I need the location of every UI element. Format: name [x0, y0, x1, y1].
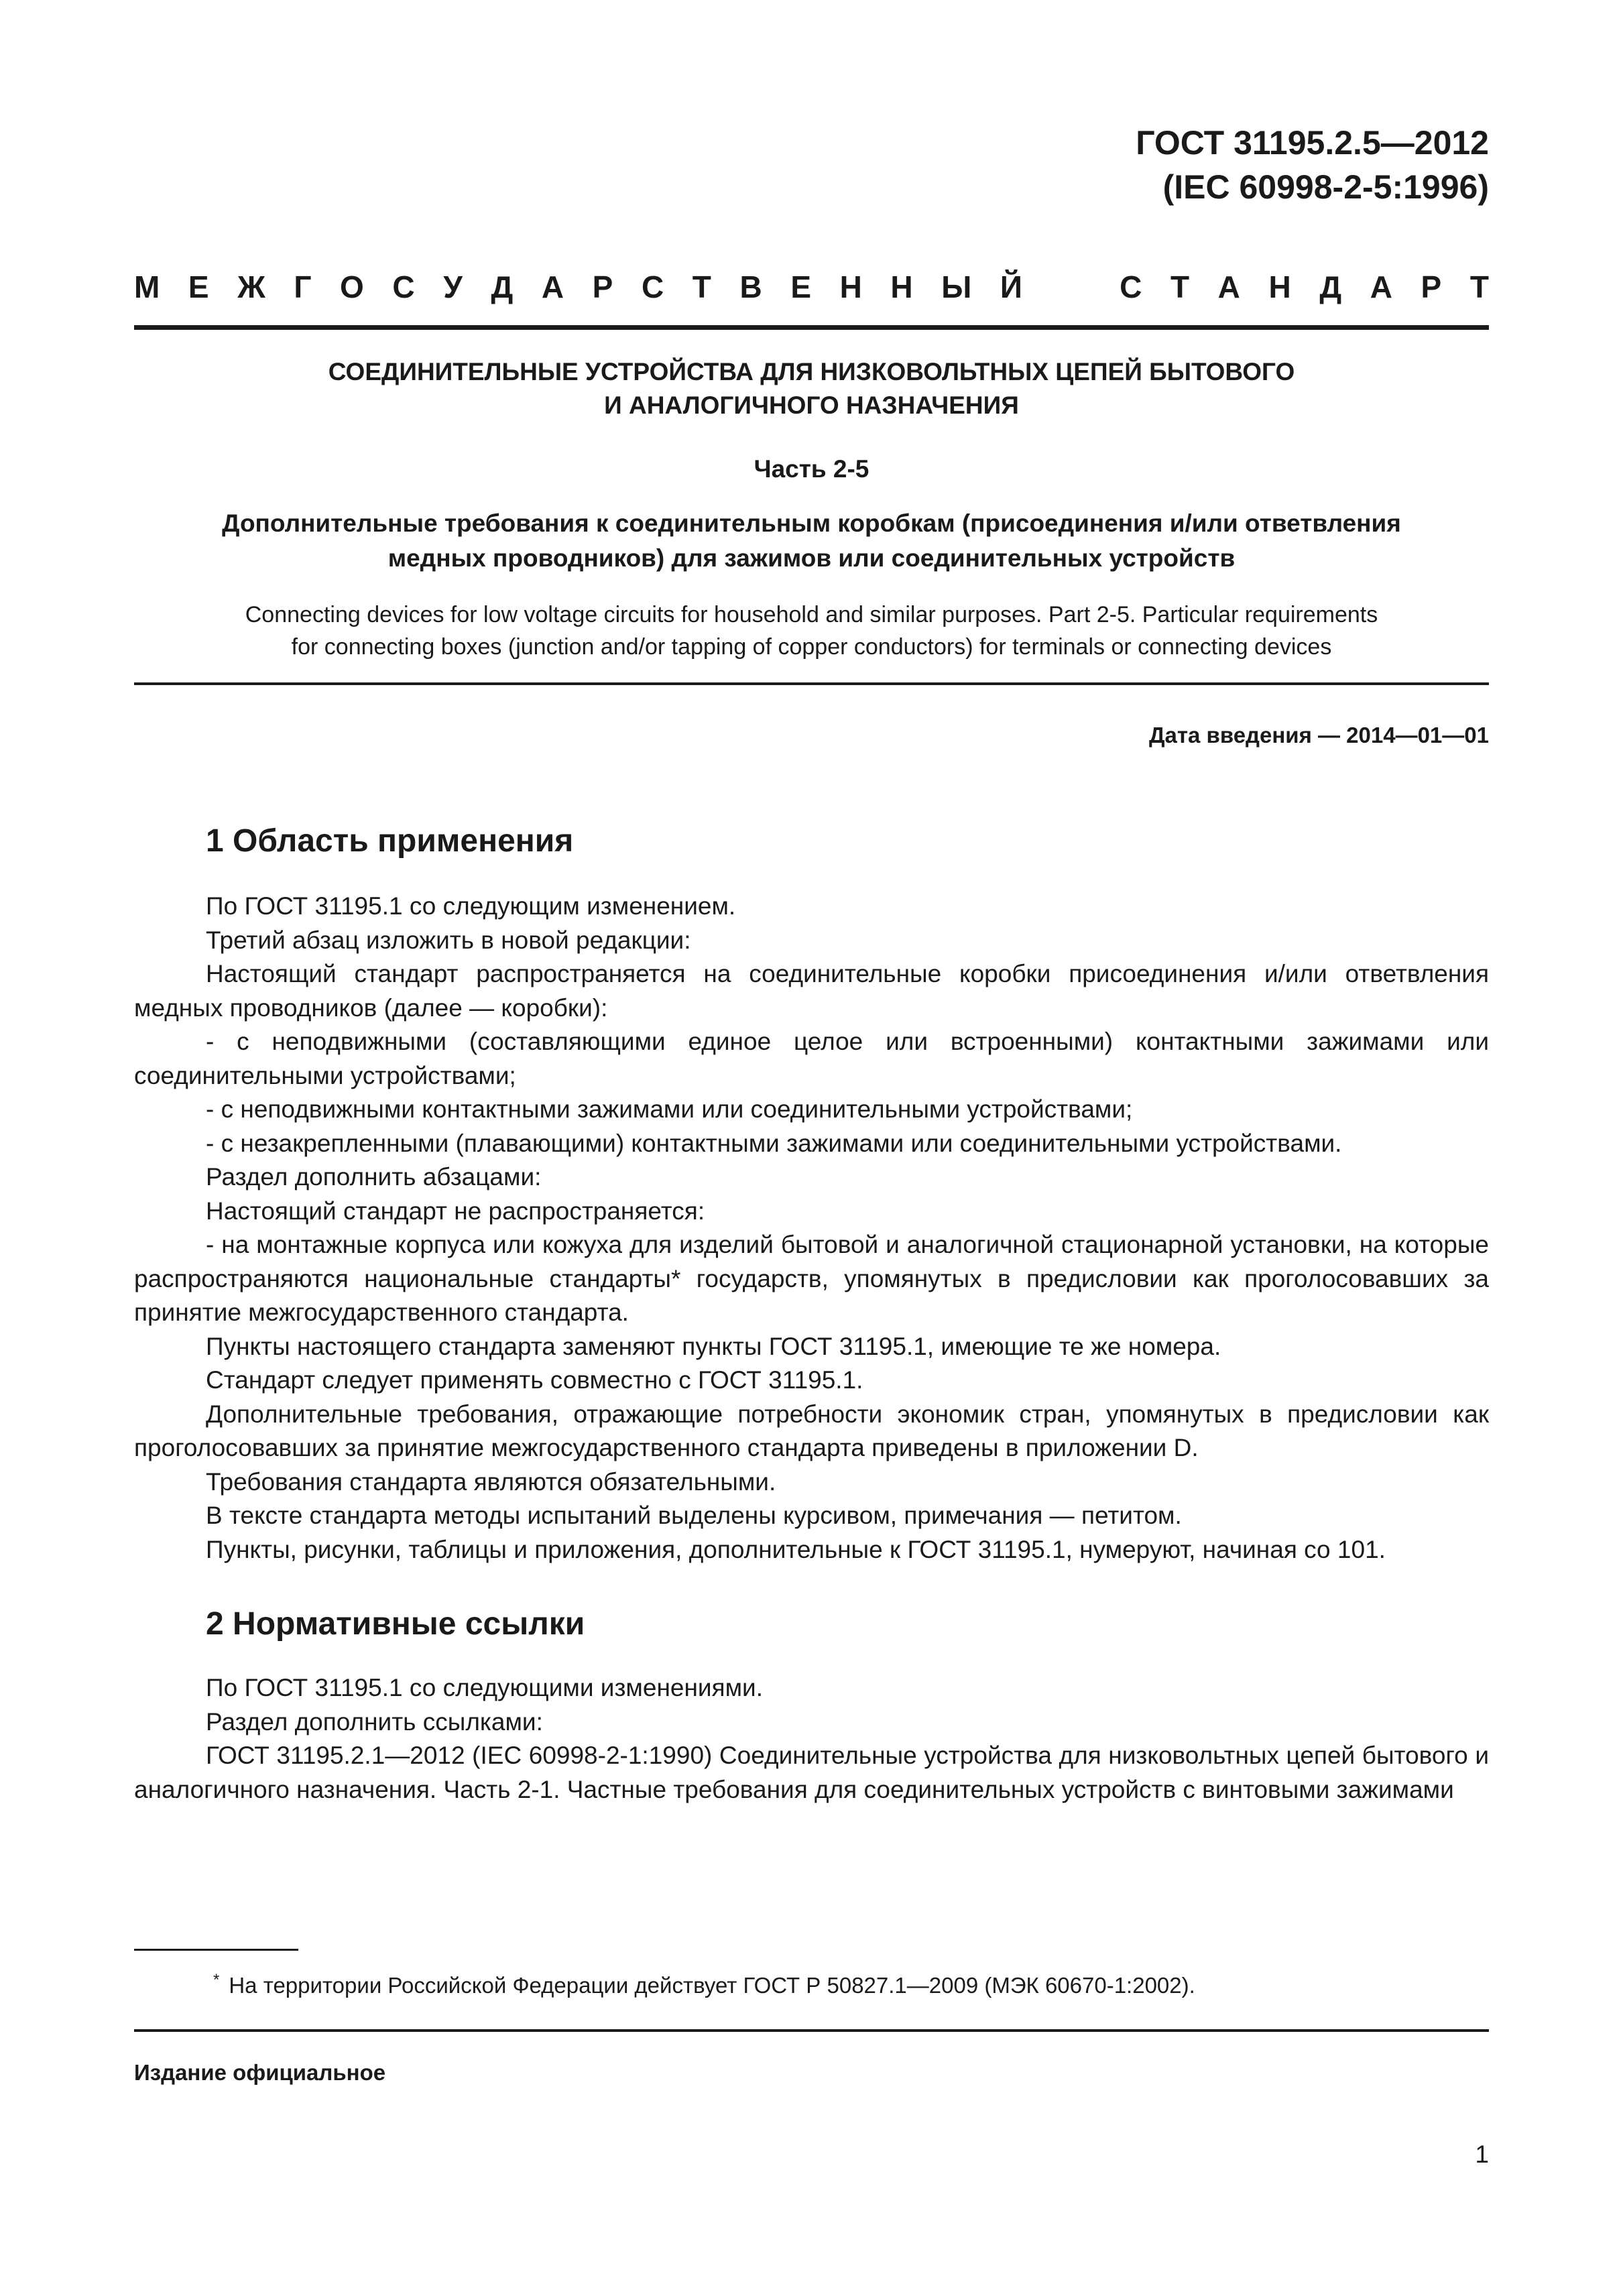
standard-type-letter: Н	[890, 269, 913, 304]
standard-type-letter: Т	[1469, 269, 1489, 304]
english-title-line: for connecting boxes (junction and/or tapping of copper conductors) for terminals or connecting devices	[291, 634, 1332, 660]
english-title	[134, 599, 1489, 663]
paragraph: Третий абзац изложить в новой редакции:	[206, 926, 691, 954]
document-title	[134, 355, 1489, 422]
english-title-line: Connecting devices for low voltage circuits for household and similar purposes. Part 2-5. Particular requirements	[245, 602, 1378, 627]
word-gap	[1051, 267, 1091, 307]
standard-type-letter: Д	[491, 269, 514, 304]
standard-type-letter: Т	[1170, 269, 1190, 304]
document-part	[134, 452, 1489, 486]
standard-type-letter: А	[1217, 269, 1240, 304]
standard-type-letter: Ы	[941, 269, 972, 304]
paragraph: Дополнительные требования, отражающие потребности экономик стран, упомянутых в предисловии как проголосовавших за принятие межгосударственного стандарта приведены в приложении D.	[134, 1400, 1489, 1461]
standard-type-letter: Е	[188, 269, 209, 304]
standard-type-letter: Т	[692, 269, 711, 304]
paragraph: Настоящий стандарт не распространяется:	[206, 1197, 705, 1225]
section-body-references	[134, 1671, 1489, 1807]
standard-type-letter: В	[739, 269, 762, 304]
subtitle-line: медных проводников) для зажимов или соединительных устройств	[387, 544, 1236, 572]
standard-type-letter: Е	[790, 269, 811, 304]
standard-type-letter: С	[1120, 269, 1142, 304]
standard-type-letter: Ж	[237, 269, 265, 304]
paragraph: Стандарт следует применять совместно с ГОСТ 31195.1.	[206, 1366, 863, 1394]
standard-type-letter: Н	[839, 269, 862, 304]
document-subtitle	[134, 506, 1489, 576]
paragraph: По ГОСТ 31195.1 со следующими изменениями.	[206, 1674, 763, 1701]
paragraph: Пункты настоящего стандарта заменяют пункты ГОСТ 31195.1, имеющие те же номера.	[206, 1332, 1221, 1360]
edition-label: Издание официальное	[134, 2060, 386, 2085]
document-number-gost: ГОСТ 31195.2.5—2012	[1136, 124, 1489, 162]
section-heading-scope: 1 Область применения	[206, 823, 574, 859]
standard-type-letter: О	[340, 269, 364, 304]
paragraph: По ГОСТ 31195.1 со следующим изменением.	[206, 892, 736, 920]
paragraph: - на монтажные корпуса или кожуха для изделий бытовой и аналогичной стационарной установки, на которые распространяются национальные стандарты* государств, упомянутых в предисловии как проголосовавших за принятие межгосударственного стандарта.	[134, 1231, 1489, 1326]
paragraph: - с неподвижными (составляющими единое целое или встроенными) контактными зажимами или соединительными устройствами;	[134, 1028, 1489, 1089]
section-body-scope	[134, 890, 1489, 1567]
page-number: 1	[1475, 2140, 1489, 2168]
title-line: И АНАЛОГИЧНОГО НАЗНАЧЕНИЯ	[604, 391, 1019, 419]
paragraph: - с незакрепленными (плавающими) контактными зажимами или соединительными устройствами.	[206, 1129, 1342, 1157]
footnote-marker: *	[213, 1971, 220, 1989]
paragraph: В тексте стандарта методы испытаний выделены курсивом, примечания — петитом.	[206, 1502, 1182, 1529]
document-number-iec: (IEC 60998-2-5:1996)	[1162, 168, 1489, 206]
header-rule	[134, 325, 1489, 330]
standard-type-letter: Р	[592, 269, 613, 304]
standard-type-letter: Д	[1319, 269, 1342, 304]
title-rule	[134, 682, 1489, 685]
footnote	[213, 1966, 1489, 2000]
document-number	[1136, 121, 1489, 209]
standard-type-letter: С	[641, 269, 664, 304]
standard-type-letter: Г	[294, 269, 312, 304]
standard-type-letter: А	[1370, 269, 1392, 304]
footnote-rule	[134, 1949, 298, 1951]
part-label: Часть 2-5	[754, 455, 869, 483]
standard-type-letter: А	[541, 269, 564, 304]
standard-type-letter: С	[392, 269, 415, 304]
paragraph: Пункты, рисунки, таблицы и приложения, дополнительные к ГОСТ 31195.1, нумеруют, начиная со 101.	[206, 1535, 1386, 1563]
standard-type-banner	[134, 267, 1489, 307]
section-heading-references: 2 Нормативные ссылки	[206, 1606, 585, 1642]
paragraph: - с неподвижными контактными зажимами или соединительными устройствами;	[206, 1095, 1133, 1123]
standard-type-letter: Н	[1268, 269, 1291, 304]
footnote-text: На территории Российской Федерации действует ГОСТ Р 50827.1—2009 (МЭК 60670-1:2002).	[229, 1973, 1195, 1998]
paragraph: Раздел дополнить ссылками:	[206, 1707, 543, 1736]
title-line: СОЕДИНИТЕЛЬНЫЕ УСТРОЙСТВА ДЛЯ НИЗКОВОЛЬТНЫХ ЦЕПЕЙ БЫТОВОГО	[328, 358, 1295, 385]
standard-type-letter: Р	[1421, 269, 1442, 304]
introduction-date: Дата введения — 2014—01—01	[1149, 723, 1489, 747]
standard-type-letter: Й	[1000, 269, 1022, 304]
paragraph: Требования стандарта являются обязательными.	[206, 1467, 776, 1496]
paragraph: ГОСТ 31195.2.1—2012 (IEC 60998-2-1:1990) Соединительные устройства для низковольтных цепей бытового и аналогичного назначения. Часть 2-1. Частные требования для соединительных устройств с винтовыми зажимами	[134, 1742, 1489, 1803]
footer-rule	[134, 2029, 1489, 2032]
standard-type-letter: У	[443, 269, 463, 304]
paragraph: Раздел дополнить абзацами:	[206, 1163, 542, 1191]
paragraph: Настоящий стандарт распространяется на соединительные коробки присоединения и/или ответвления медных проводников (далее — коробки):	[134, 960, 1489, 1022]
subtitle-line: Дополнительные требования к соединительным коробкам (присоединения и/или ответвления	[222, 509, 1401, 537]
standard-type-letter: М	[134, 269, 160, 304]
